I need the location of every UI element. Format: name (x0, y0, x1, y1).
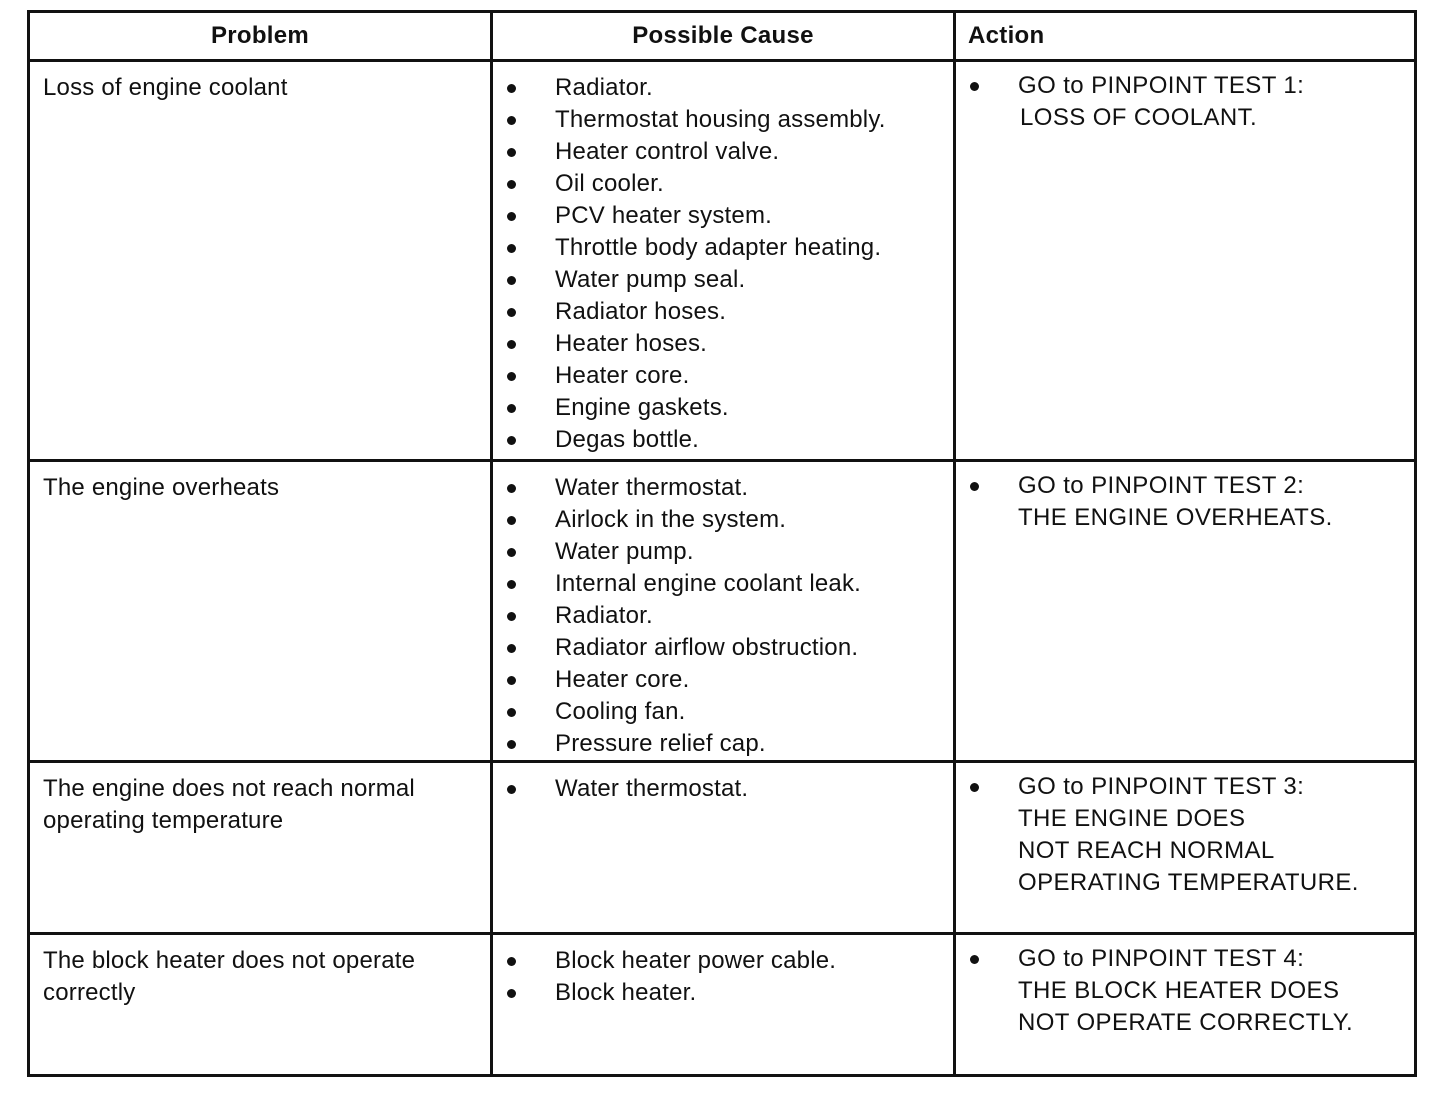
cause-list (493, 462, 953, 760)
cause-text: Degas bottle. (555, 426, 700, 453)
list-item (505, 264, 953, 296)
list-item (505, 945, 953, 977)
bullet-icon (507, 372, 516, 381)
list-item (505, 168, 953, 200)
cause-list (493, 935, 953, 1009)
action-line: GO to PINPOINT TEST 3: (1018, 773, 1305, 800)
bullet-icon (970, 82, 979, 91)
problem-cell (29, 461, 492, 762)
list-item (505, 600, 953, 632)
problem-line: The engine does not reach normal (43, 775, 415, 802)
cause-cell (492, 461, 955, 762)
table-header-row (29, 12, 1416, 61)
bullet-icon (507, 148, 516, 157)
action-line: OPERATING TEMPERATURE. (1018, 869, 1359, 896)
cause-text: PCV heater system. (555, 202, 773, 229)
action-line: NOT REACH NORMAL (1018, 837, 1275, 864)
problem-cell (29, 934, 492, 1076)
list-item (505, 728, 953, 760)
bullet-icon (507, 116, 516, 125)
header-possible-cause: Possible Cause (492, 12, 955, 61)
bullet-icon (507, 580, 516, 589)
action-line: THE BLOCK HEATER DOES (1018, 977, 1340, 1004)
list-item (505, 136, 953, 168)
bullet-icon (507, 484, 516, 493)
bullet-icon (507, 957, 516, 966)
bullet-icon (507, 676, 516, 685)
list-item (505, 504, 953, 536)
bullet-icon (507, 548, 516, 557)
bullet-icon (507, 276, 516, 285)
cause-text: Block heater. (555, 979, 697, 1006)
list-item (505, 72, 953, 104)
table-row (29, 762, 1416, 934)
cause-text: Throttle body adapter heating. (555, 234, 882, 261)
bullet-icon (507, 84, 516, 93)
action-cell (955, 934, 1416, 1076)
cause-text: Water thermostat. (555, 775, 749, 802)
cause-text: Heater core. (555, 362, 690, 389)
action-block (956, 62, 1414, 134)
cause-text: Heater hoses. (555, 330, 708, 357)
bullet-icon (507, 244, 516, 253)
bullet-icon (507, 516, 516, 525)
cause-text: Radiator. (555, 74, 653, 101)
list-item (505, 536, 953, 568)
bullet-icon (507, 612, 516, 621)
cause-text: Radiator hoses. (555, 298, 727, 325)
action-line: NOT OPERATE CORRECTLY. (1018, 1009, 1354, 1036)
bullet-icon (507, 989, 516, 998)
header-action: Action (955, 12, 1416, 61)
bullet-icon (970, 482, 979, 491)
problem-text (30, 935, 490, 1009)
action-line: THE ENGINE OVERHEATS. (1018, 504, 1333, 531)
action-line: GO to PINPOINT TEST 4: (1018, 945, 1305, 972)
list-item (505, 328, 953, 360)
table-row (29, 61, 1416, 461)
bullet-icon (507, 436, 516, 445)
cause-text: Thermostat housing assembly. (555, 106, 886, 133)
list-item (505, 773, 953, 805)
list-item (505, 664, 953, 696)
problem-text: Loss of engine coolant (43, 74, 288, 101)
list-item (505, 696, 953, 728)
cause-text: Water pump seal. (555, 266, 746, 293)
problem-line: The block heater does not operate (43, 947, 416, 974)
action-line: GO to PINPOINT TEST 1: (1018, 72, 1305, 99)
cause-text: Heater core. (555, 666, 690, 693)
table-row (29, 934, 1416, 1076)
cause-text: Water thermostat. (555, 474, 749, 501)
cause-text: Oil cooler. (555, 170, 664, 197)
bullet-icon (507, 340, 516, 349)
list-item (505, 977, 953, 1009)
bullet-icon (507, 404, 516, 413)
cause-cell (492, 934, 955, 1076)
cause-list (493, 763, 953, 805)
cause-list (493, 62, 953, 456)
list-item (505, 232, 953, 264)
cause-text: Engine gaskets. (555, 394, 729, 421)
table-row (29, 461, 1416, 762)
diagnosis-table (27, 10, 1417, 1077)
problem-text: The engine overheats (43, 474, 280, 501)
action-line: GO to PINPOINT TEST 2: (1018, 472, 1305, 499)
bullet-icon (970, 783, 979, 792)
problem-line: operating temperature (43, 807, 284, 834)
action-line: LOSS OF COOLANT. (1020, 104, 1258, 131)
bullet-icon (507, 785, 516, 794)
list-item (505, 392, 953, 424)
problem-text (30, 763, 490, 837)
list-item (505, 568, 953, 600)
action-block (956, 763, 1414, 899)
header-problem: Problem (29, 12, 492, 61)
list-item (505, 472, 953, 504)
bullet-icon (507, 180, 516, 189)
problem-cell (29, 762, 492, 934)
cause-text: Pressure relief cap. (555, 730, 766, 757)
bullet-icon (507, 740, 516, 749)
cause-cell (492, 762, 955, 934)
list-item (505, 104, 953, 136)
list-item (505, 424, 953, 456)
cause-text: Heater control valve. (555, 138, 780, 165)
cause-text: Radiator airflow obstruction. (555, 634, 859, 661)
problem-cell (29, 61, 492, 461)
action-cell (955, 61, 1416, 461)
list-item (505, 296, 953, 328)
list-item (505, 200, 953, 232)
bullet-icon (970, 955, 979, 964)
cause-text: Cooling fan. (555, 698, 686, 725)
bullet-icon (507, 212, 516, 221)
action-block (956, 935, 1414, 1039)
action-block (956, 462, 1414, 534)
cause-text: Internal engine coolant leak. (555, 570, 862, 597)
bullet-icon (507, 708, 516, 717)
cause-text: Water pump. (555, 538, 694, 565)
cause-text: Block heater power cable. (555, 947, 837, 974)
cause-cell (492, 61, 955, 461)
cause-text: Airlock in the system. (555, 506, 787, 533)
bullet-icon (507, 308, 516, 317)
problem-line: correctly (43, 979, 136, 1006)
bullet-icon (507, 644, 516, 653)
action-line: THE ENGINE DOES (1018, 805, 1246, 832)
list-item (505, 632, 953, 664)
action-cell (955, 762, 1416, 934)
action-cell (955, 461, 1416, 762)
list-item (505, 360, 953, 392)
cause-text: Radiator. (555, 602, 653, 629)
